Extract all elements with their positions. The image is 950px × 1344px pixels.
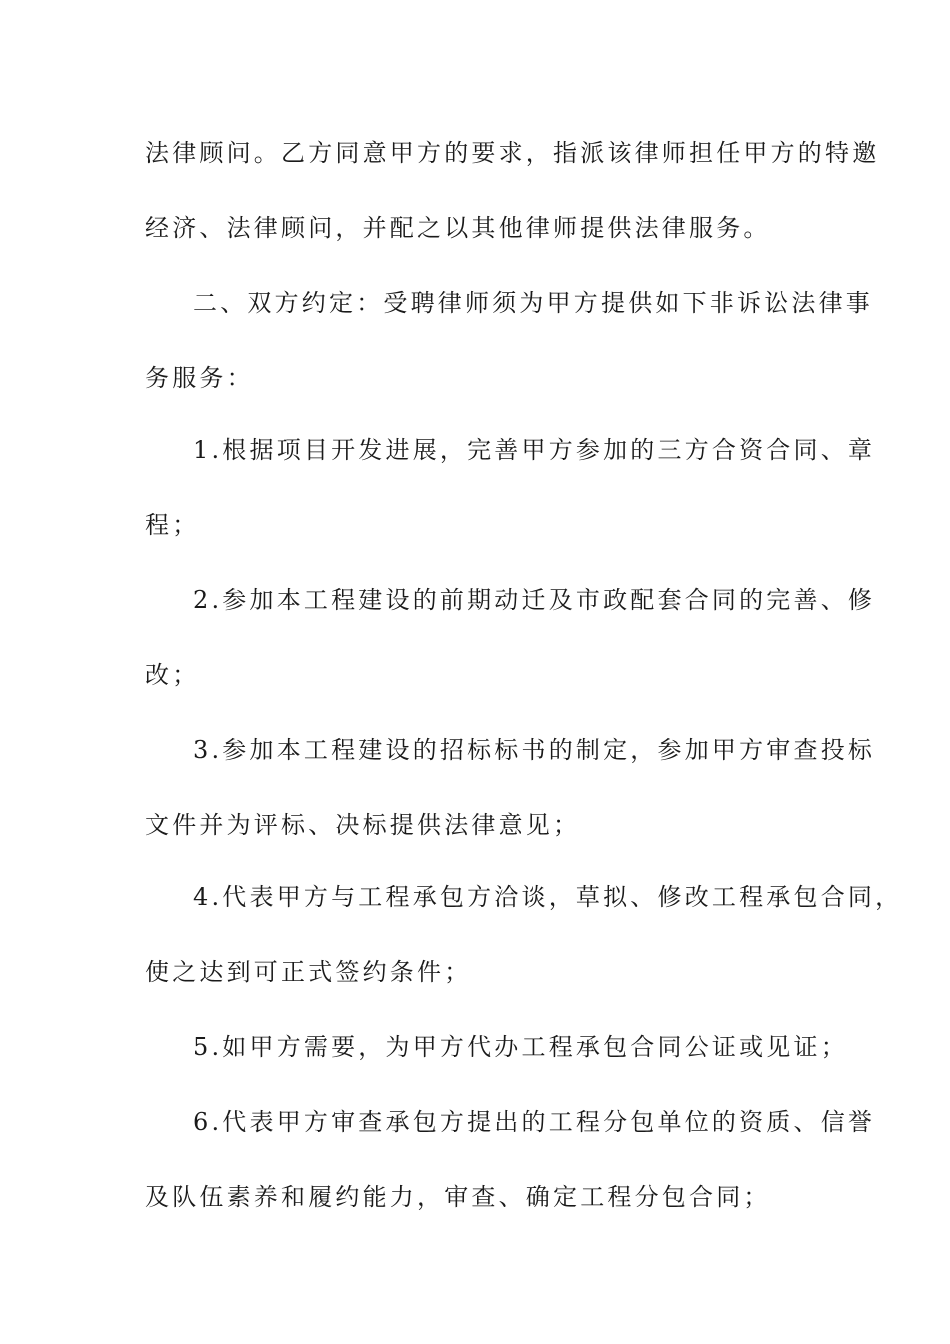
text-line: 5.如甲方需要，为甲方代办工程承包合同公证或见证； — [193, 1033, 848, 1061]
text-line: 程； — [145, 511, 200, 539]
text-line: 3.参加本工程建设的招标标书的制定，参加甲方审查投标 — [193, 736, 876, 764]
text-line: 经济、法律顾问，并配之以其他律师提供法律服务。 — [145, 214, 771, 242]
text-line: 务服务： — [145, 364, 254, 392]
text-line: 使之达到可正式签约条件； — [145, 958, 472, 986]
text-line: 二、双方约定：受聘律师须为甲方提供如下非诉讼法律事 — [193, 289, 873, 317]
text-line: 6.代表甲方审查承包方提出的工程分包单位的资质、信誉 — [193, 1108, 876, 1136]
text-line: 2.参加本工程建设的前期动迁及市政配套合同的完善、修 — [193, 586, 876, 614]
text-line: 及队伍素养和履约能力，审查、确定工程分包合同； — [145, 1183, 771, 1211]
text-line: 文件并为评标、决标提供法律意见； — [145, 811, 581, 839]
text-line: 法律顾问。乙方同意甲方的要求，指派该律师担任甲方的特邀 — [145, 139, 880, 167]
text-line: 1.根据项目开发进展，完善甲方参加的三方合资合同、章 — [193, 436, 876, 464]
text-line: 4.代表甲方与工程承包方洽谈，草拟、修改工程承包合同， — [193, 883, 903, 911]
text-line: 改； — [145, 661, 200, 689]
